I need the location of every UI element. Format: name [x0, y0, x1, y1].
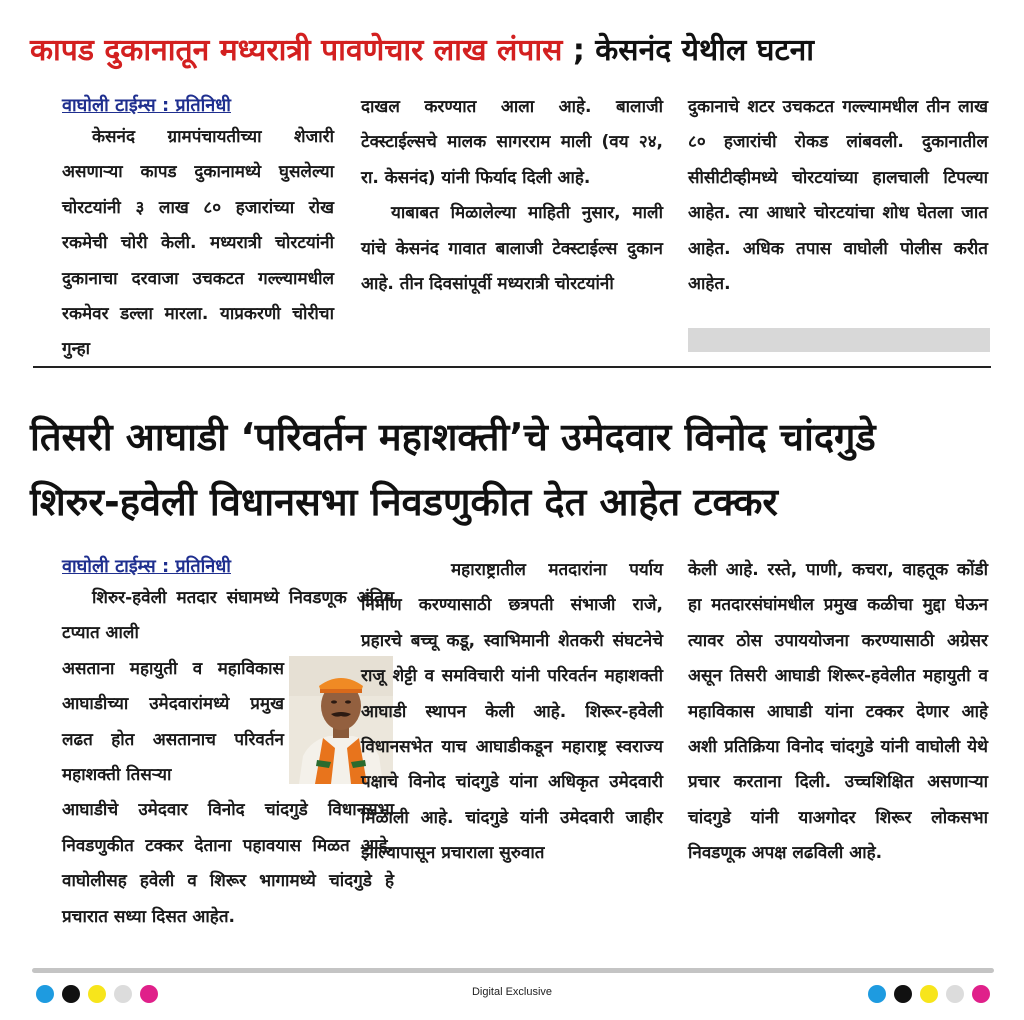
- article1-col2-para1: दाखल करण्यात आला आहे. बालाजी टेक्स्टाईल्सचे मालक सागरराम माली (वय २४, रा. केसनंद) यांनी फिर्याद दिली आहे.: [361, 97, 663, 188]
- article2-col3: [688, 553, 988, 872]
- article1-col3-text: दुकानाचे शटर उचकटत गल्ल्यामधील तीन लाख ८० हजारांची रोकड लांबवली. दुकानातील सीसीटीव्हीमध्ये चोरटयांच्या हालचाली टिपल्या आहेत. त्या आधारे चोरटयांचा शोध घेतला जात आहेत. अधिक तपास वाघोली पोलीस करीत आहेत.: [688, 97, 988, 295]
- article2-col2: [361, 553, 663, 872]
- shaded-filler: [688, 328, 990, 352]
- color-dot-black-right: [894, 985, 912, 1003]
- article1-headline-main: कापड दुकानातून मध्यरात्री पावणेचार लाख लंपास: [30, 33, 563, 68]
- article1-col2-para2: याबाबत मिळालेल्या माहिती नुसार, माली यांचे केसनंद गावात बालाजी टेक्स्टाईल्स दुकान आहे. तीन दिवसांपूर्वी मध्यरात्री चोरटयांनी: [361, 203, 663, 295]
- article2-byline: वाघोली टाईम्स : प्रतिनिधी: [62, 556, 231, 577]
- color-dot-yellow-right: [920, 985, 938, 1003]
- article2-headline-line2: शिरुर-हवेली विधानसभा निवडणुकीत देत आहेत टक्कर: [30, 480, 778, 524]
- article1-col1: [62, 92, 334, 368]
- article1-headline-sub: ; केसनंद येथील घटना: [562, 33, 814, 68]
- footer-bar: [32, 968, 994, 973]
- article1-headline: [30, 26, 1000, 76]
- article1-byline: वाघोली टाईम्स : प्रतिनिधी: [62, 95, 231, 116]
- article2-col1-para3: आघाडीचे उमेदवार विनोद चांदगुडे विधानसभा निवडणुकीत टक्कर देताना पहावयास मिळत आहे. वाघोलीसह हवेली व शिरूर भागामध्ये चांदगुडे हे प्रचारात सध्या दिसत आहेत.: [62, 800, 394, 927]
- article2-col3-text: केली आहे. रस्ते, पाणी, कचरा, वाहतूक कोंडी हा मतदारसंघांमधील प्रमुख कळीचा मुद्दा घेऊन त्यावर ठोस उपाययोजना करण्यासाठी अग्रेसर असून तिसरी आघाडी शिरूर-हवेलीत महायुती व महाविकास आघाडी यांना टक्कर देणार आहे अशी प्रतिक्रिया विनोद चांदगुडे यांनी वाघोली येथे प्रचार करताना दिली. उच्चशिक्षित असणाऱ्या चांदगुडे यांनी याअगोदर शिरूर लोकसभा निवडणूक अपक्ष लढविली आहे.: [688, 560, 988, 864]
- article1-col2: [361, 90, 663, 302]
- article1-col3: [688, 90, 988, 302]
- color-dot-grey-right: [946, 985, 964, 1003]
- article2-col1-para2: असताना महायुती व महाविकास आघाडीच्या उमेदवारांमध्ये प्रमुख लढत होत असतानाच परिवर्तन महाशक्ती तिसऱ्या: [62, 658, 284, 786]
- section-divider: [33, 366, 991, 368]
- article1-col1-text: केसनंद ग्रामपंचायतीच्या शेजारी असणाऱ्या कापड दुकानामध्ये घुसलेल्या चोरटयांनी ३ लाख ८० हजारांच्या रोख रकमेची चोरी केली. मध्यरात्री चोरटयांनी दुकानाचा दरवाजा उचकटत गल्ल्यामधील रकमेवर डल्ला मारला. याप्रकरणी चोरीचा गुन्हा: [62, 127, 334, 360]
- color-dot-cyan-right: [868, 985, 886, 1003]
- article2-col1-para1: शिरुर-हवेली मतदार संघामध्ये निवडणूक अंतिम टप्यात आली: [62, 588, 394, 644]
- article2-headline-line1: तिसरी आघाडी ‘परिवर्तन महाशक्ती’चे उमेदवार विनोद चांदगुडे: [30, 415, 876, 459]
- color-dot-magenta-right: [972, 985, 990, 1003]
- article2-col2-text: महाराष्ट्रातील मतदारांना पर्याय निर्माण करण्यासाठी छत्रपती संभाजी राजे, प्रहारचे बच्चू कडू, स्वाभिमानी शेतकरी संघटनेचे राजू शेट्टी व समविचारी यांनी परिवर्तन महाशक्ती आघाडी स्थापन केली आहे. शिरूर-हवेली विधानसभेत याच आघाडीकडून महाराष्ट्र स्वराज्य पक्षाचे विनोद चांदगुडे यांना अधिकृत उमेदवारी मिळाली आहे. चांदगुडे यांनी उमेदवारी जाहीर झाल्यापासून प्रचाराला सुरुवात: [361, 560, 663, 864]
- footer-label: Digital Exclusive: [471, 986, 553, 998]
